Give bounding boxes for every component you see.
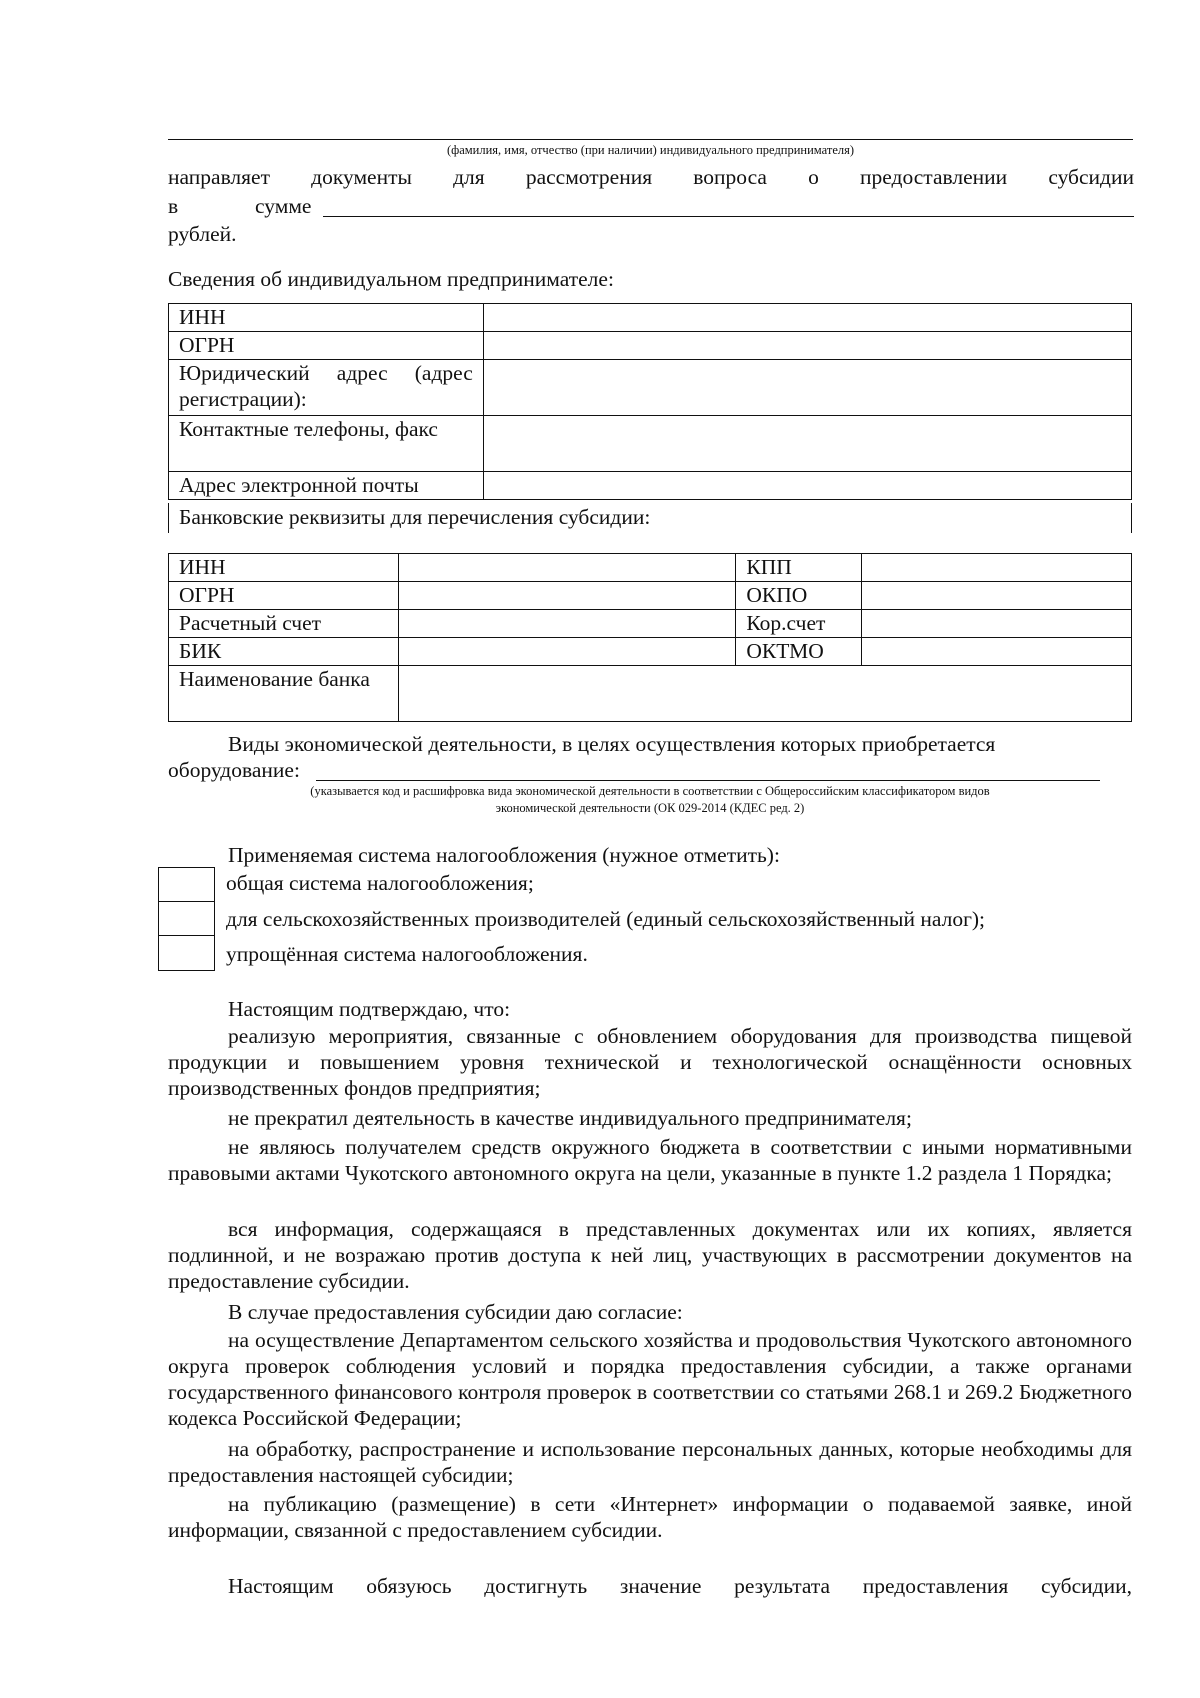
info-label: Контактные телефоны, факс xyxy=(169,416,484,472)
bank-value[interactable] xyxy=(862,610,1132,638)
name-caption: (фамилия, имя, отчество (при наличии) индивидуального предпринимателя) xyxy=(446,143,855,157)
activity-note-1: (указывается код и расшифровка вида экономической деятельности в соответствии с Общероссийским классификатором видов xyxy=(310,784,990,798)
header-line-3: рублей. xyxy=(168,222,237,246)
bank-label: ОКПО xyxy=(736,582,862,610)
table-row xyxy=(169,610,1132,638)
tax-option-checkbox[interactable] xyxy=(158,935,215,971)
table-row xyxy=(169,332,1132,360)
bank-label: ОКТМО xyxy=(736,638,862,666)
table-row xyxy=(169,666,1132,722)
bank-details-table xyxy=(168,553,1132,722)
table-row xyxy=(169,554,1132,582)
final-paragraph: Настоящим обязуюсь достигнуть значение результата предоставления субсидии, xyxy=(228,1574,1132,1598)
bank-label: КПП xyxy=(736,554,862,582)
bank-label: БИК xyxy=(169,638,399,666)
confirm-paragraph: не прекратил деятельность в качестве индивидуального предпринимателя; xyxy=(228,1106,912,1130)
activity-fill-line[interactable] xyxy=(316,780,1100,781)
bank-value[interactable] xyxy=(398,638,736,666)
tax-title: Применяемая система налогообложения (нужное отметить): xyxy=(228,843,780,867)
tax-option-label: упрощённая система налогообложения. xyxy=(226,942,588,966)
bank-name-label: Наименование банка xyxy=(169,666,399,722)
bank-value[interactable] xyxy=(862,554,1132,582)
info-value[interactable] xyxy=(483,360,1131,416)
confirm-paragraph: вся информация, содержащаяся в представленных документах или их копиях, является подлинной, и не возражаю против доступа к ней лиц, участвующих в рассмотрении документов на предоставление субсидии. xyxy=(168,1217,1132,1293)
entrepreneur-info-table xyxy=(168,303,1132,500)
bank-label: Кор.счет xyxy=(736,610,862,638)
table-row xyxy=(169,582,1132,610)
bank-heading: Банковские реквизиты для перечисления субсидии: xyxy=(179,505,651,529)
bank-name-value[interactable] xyxy=(398,666,1131,722)
confirm-paragraph: не являюсь получателем средств окружного бюджета в соответствии с иными нормативными правовыми актами Чукотского автономного округа на цели, указанные в пункте 1.2 раздела 1 Порядка; xyxy=(168,1135,1132,1185)
table-row xyxy=(169,360,1132,416)
header-line-2-prefix: в xyxy=(168,194,179,218)
amount-fill-line[interactable] xyxy=(323,216,1134,217)
table-row xyxy=(169,472,1132,500)
info-label: Юридический адрес (адрес регистрации): xyxy=(169,360,484,416)
bank-value[interactable] xyxy=(398,610,736,638)
info-label: ОГРН xyxy=(169,332,484,360)
consent-paragraph: на обработку, распространение и использование персональных данных, которые необходимы для предоставления настоящей субсидии; xyxy=(168,1437,1132,1487)
header-line-1: направляет документы для рассмотрения вопроса о предоставлении субсидии xyxy=(168,165,1134,189)
bank-value[interactable] xyxy=(398,554,736,582)
table-row xyxy=(169,304,1132,332)
tax-option-checkbox[interactable] xyxy=(158,867,215,903)
activity-line-1: Виды экономической деятельности, в целях осуществления которых приобретается xyxy=(228,732,996,756)
info-value[interactable] xyxy=(483,304,1131,332)
bank-value[interactable] xyxy=(398,582,736,610)
activity-line-2: оборудование: xyxy=(168,758,300,782)
info-value[interactable] xyxy=(483,472,1131,500)
confirm-intro: Настоящим подтверждаю, что: xyxy=(228,997,511,1021)
tax-option-label: для сельскохозяйственных производителей (единый сельскохозяйственный налог); xyxy=(226,907,986,931)
table-row xyxy=(169,416,1132,472)
info-label: ИНН xyxy=(169,304,484,332)
tax-option-checkbox[interactable] xyxy=(158,901,215,937)
info-label: Адрес электронной почты xyxy=(169,472,484,500)
info-value[interactable] xyxy=(483,416,1131,472)
confirm-paragraph: реализую мероприятия, связанные с обновлением оборудования для производства пищевой продукции и повышением уровня технической и технологической оснащённости основных производственных фондов предприятия; xyxy=(168,1024,1132,1100)
consent-paragraph: на публикацию (размещение) в сети «Интернет» информации о подаваемой заявке, иной информации, связанной с предоставлением субсидии. xyxy=(168,1492,1132,1542)
bank-value[interactable] xyxy=(862,582,1132,610)
info-value[interactable] xyxy=(483,332,1131,360)
tax-option-label: общая система налогообложения; xyxy=(226,871,534,895)
bank-label: ОГРН xyxy=(169,582,399,610)
table-row xyxy=(169,638,1132,666)
info-section-title: Сведения об индивидуальном предпринимателе: xyxy=(168,267,614,291)
consent-intro: В случае предоставления субсидии даю согласие: xyxy=(228,1300,683,1324)
bank-label: ИНН xyxy=(169,554,399,582)
name-fill-line[interactable] xyxy=(168,139,1133,140)
activity-note-2: экономической деятельности (ОК 029-2014 (КДЕС ред. 2) xyxy=(495,801,805,815)
header-line-2-word: сумме xyxy=(255,194,312,218)
bank-value[interactable] xyxy=(862,638,1132,666)
bank-label: Расчетный счет xyxy=(169,610,399,638)
bank-heading-row xyxy=(168,503,1132,533)
consent-paragraph: на осуществление Департаментом сельского хозяйства и продовольствия Чукотского автономного округа проверок соблюдения условий и порядка предоставления субсидии, а также органами государственного финансового контроля проверок в соответствии со статьями 268.1 и 269.2 Бюджетного кодекса Российской Федерации; xyxy=(168,1328,1132,1430)
